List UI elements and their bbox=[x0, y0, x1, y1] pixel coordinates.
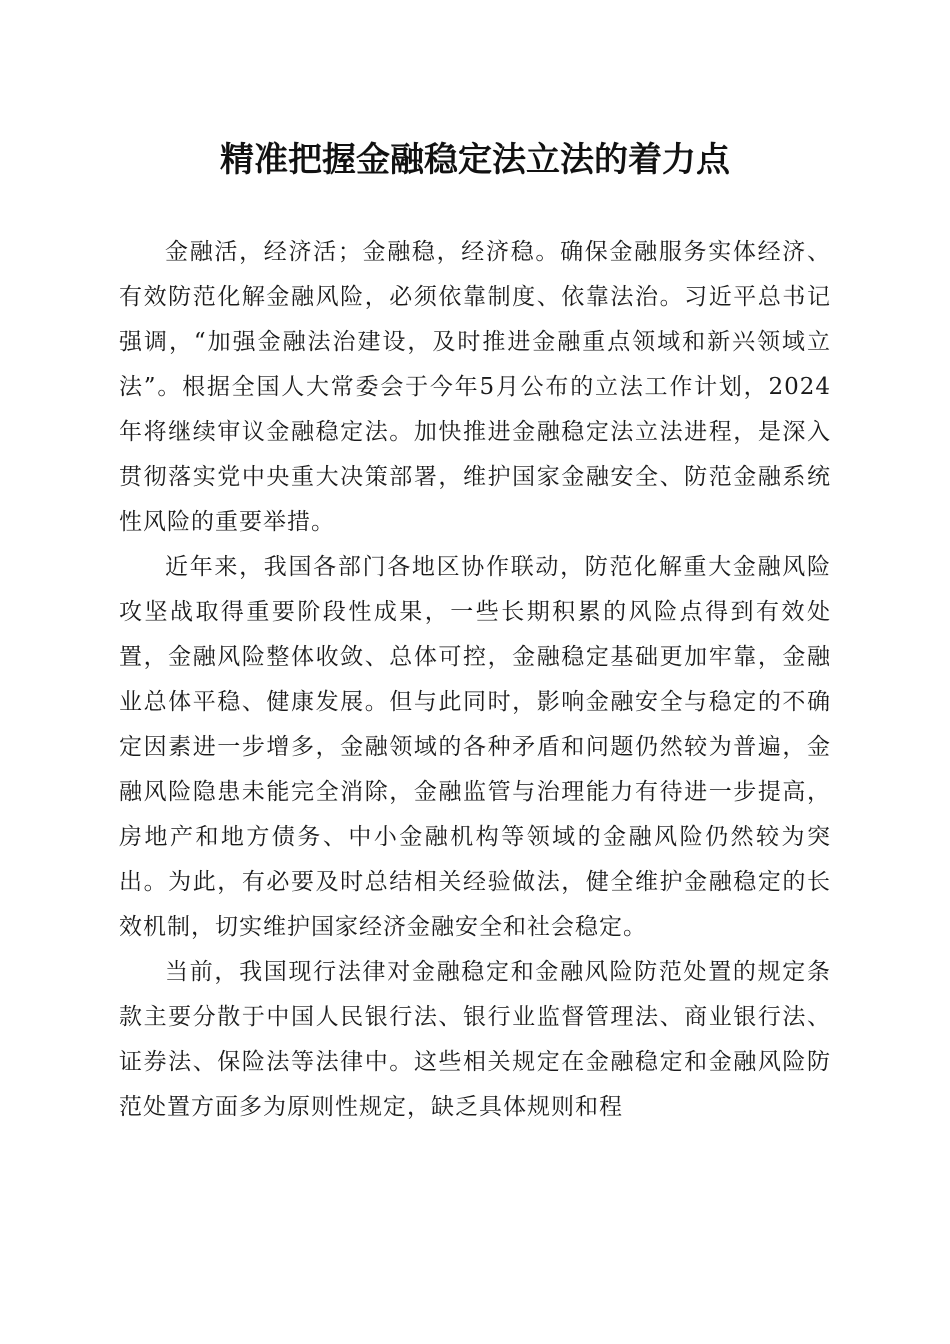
paragraph: 当前，我国现行法律对金融稳定和金融风险防范处置的规定条款主要分散于中国人民银行法、银行业监督管理法、商业银行法、证券法、保险法等法律中。这些相关规定在金融稳定和金融风险防范处置方面多为原则性规定，缺乏具体规则和程 bbox=[119, 959, 831, 1120]
document-title: 精准把握金融稳定法立法的着力点 bbox=[220, 140, 730, 180]
document-body bbox=[119, 230, 831, 1130]
paragraph: 近年来，我国各部门各地区协作联动，防范化解重大金融风险攻坚战取得重要阶段性成果，一些长期积累的风险点得到有效处置，金融风险整体收敛、总体可控，金融稳定基础更加牢靠，金融业总体平稳、健康发展。但与此同时，影响金融安全与稳定的不确定因素进一步增多，金融领域的各种矛盾和问题仍然较为普遍，金融风险隐患未能完全消除，金融监管与治理能力有待进一步提高，房地产和地方债务、中小金融机构等领域的金融风险仍然较为突出。为此，有必要及时总结相关经验做法，健全维护金融稳定的长效机制，切实维护国家经济金融安全和社会稳定。 bbox=[119, 554, 831, 940]
paragraph: 金融活，经济活；金融稳，经济稳。确保金融服务实体经济、有效防范化解金融风险，必须依靠制度、依靠法治。习近平总书记强调，“加强金融法治建设，及时推进金融重点领域和新兴领域立法”。根据全国人大常委会于今年5月公布的立法工作计划，2024年将继续审议金融稳定法。加快推进金融稳定法立法进程，是深入贯彻落实党中央重大决策部署，维护国家金融安全、防范金融系统性风险的重要举措。 bbox=[119, 239, 831, 535]
